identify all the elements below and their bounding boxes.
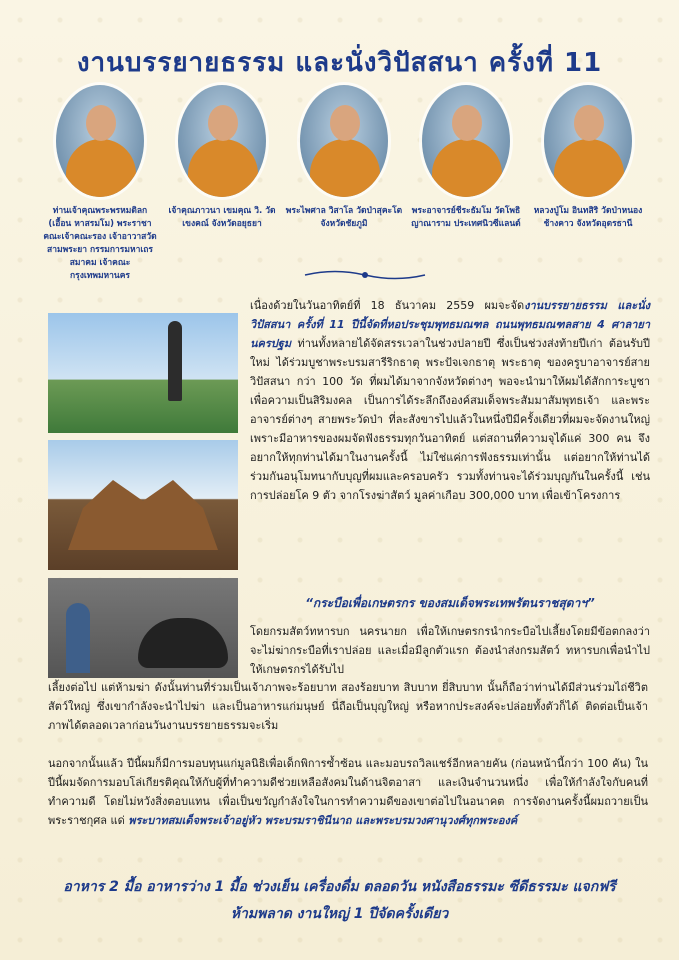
monk-caption: พระไพศาล วิสาโล วัดป่าสุคะโต จังหวัดชัยภูมิ <box>285 206 403 229</box>
monk-card <box>40 85 160 283</box>
monk-portraits <box>40 85 650 290</box>
temple-hall-photo <box>48 440 238 570</box>
intro-lead: เนื่องด้วยในวันอาทิตย์ที่ 18 ธันวาคม 2559 ผมจะจัด <box>250 299 525 312</box>
footer-amenities: อาหาร 2 มื้อ อาหารว่าง 1 มื้อ ช่วงเย็น เครื่องดื่ม ตลอดวัน หนังสือธรรมะ ซีดีธรรมะ แจกฟรี <box>63 879 616 895</box>
buddha-statue-photo <box>48 313 238 433</box>
monk-card <box>284 85 404 231</box>
royal-dedication: พระบาทสมเด็จพระเจ้าอยู่หัว พระบรมราชินีนาถ และพระบรมวงศานุวงศ์ทุกพระองค์ <box>128 814 518 827</box>
monk-card <box>406 85 526 231</box>
monk-card <box>162 85 282 231</box>
footer-tagline: ห้ามพลาด งานใหญ่ 1 ปีจัดครั้งเดียว <box>230 906 449 922</box>
monk-card <box>528 85 648 231</box>
divider-ornament <box>300 268 430 282</box>
buffalo-photo <box>48 578 238 678</box>
monk-portrait <box>544 85 632 197</box>
monk-portrait <box>56 85 144 197</box>
monk-portrait <box>422 85 510 197</box>
monk-portrait <box>178 85 266 197</box>
page-title: งานบรรยายธรรม และนั่งวิปัสสนา ครั้งที่ 11 <box>76 48 603 78</box>
monk-caption: เจ้าคุณภาวนา เขมคุณ วิ. วัดเขงคณ์ จังหวัดอยุธยา <box>168 206 276 229</box>
buffalo-paragraph: โดยกรมสัตว์ทหารบก นครนายก เพื่อให้เกษตรกรนำกระบือไปเลี้ยงโดยมีข้อตกลงว่า จะไม่ฆ่ากระบือที่เราปล่อย และเมื่อมีลูกตัวแรก ต้องนำส่งกรมสัตว์ ทหารบกเพื่อนำไปให้เกษตรกรได้รับไป <box>250 625 650 676</box>
monk-portrait <box>300 85 388 197</box>
donation-text: นอกจากนั้นแล้ว ปีนี้ผมก็มีการมอบทุนแก่มูลนิธิเพื่อเด็กพิการซ้ำซ้อน และมอบรถวิลแชร์อีกหลายคัน (ก่อนหน้านี้กว่า 100 คัน) ในปีนี้ผมจัดการมอบโล่เกียรติคุณให้กับผู้ที่ทำความดีช่วยเหลือสังคมในด้านจิตอาสา และเงินจำนวนหนึ่ง เพื่อให้กำลังใจกับคนที่ทำความดี โดยไม่หวังสิ่งตอบแทน เพื่อเป็นขวัญกำลังใจในการทำความดีของเขาต่อไปในอนาคต การจัดงานครั้งนี้ผมถวายเป็นพระราชกุศล แด่ <box>48 757 648 827</box>
monk-caption: ท่านเจ้าคุณพระพรหมดิลก (เอื้อน หาสรมโม) พระราชาคณะเจ้าคณะรอง เจ้าอาวาสวัดสามพระยา กรรมการมหาเถรสมาคม เจ้าคณะกรุงเทพมหานคร <box>43 206 157 281</box>
monk-caption: หลวงปู่โม อินทสิริ วัดป่าหนองช้างคาว จังหวัดอุดรธานี <box>533 206 643 229</box>
merit-paragraph: เลี้ยงต่อไป แต่ห้ามฆ่า ดังนั้นท่านที่ร่วมเป็นเจ้าภาพจะร้อยบาท สองร้อยบาท สิบบาท ยี่สิบบาท นั้นก็ถือว่าท่านได้มีส่วนร่วมไถ่ชีวิตสัตว์ใหญ่ ซึ่งเขากำลังจะนำไปฆ่า และเป็นอาหารแก่มนุษย์ นี่ถือเป็นบุญใหญ่ หรือหากประสงค์จะปล่อยทั้งตัวก็ได้ ติดต่อเป็นเจ้าภาพได้ตลอดเวลาก่อนวันงานบรรยายธรรมจะเริ่ม <box>48 681 648 732</box>
event-details: งานบรรยายธรรม และนั่งวิปัสสนา ครั้งที่ 11 ปีนี้จัดที่หอประชุมพุทธมณฑล ถนนพุทธมณฑลสาย 4 ศาลายา นครปฐม <box>250 299 650 350</box>
intro-rest: ท่านทั้งหลายได้จัดสรรเวลาในช่วงปลายปี ซึ่งเป็นช่วงส่งท้ายปีเก่า ต้อนรับปีใหม่ ได้ร่วมบูชาพระบรมสารีริกธาตุ พระปัจเจกธาตุ พระธาตุ ของครูบาอาจารย์สายวิปัสสนา กว่า 100 วัด ที่ผมได้มาจากจังหวัดต่างๆ พอจะนำมาให้ผมได้สักการะบูชาเพื่อความเป็นสิริมงคล เป็นการได้ระลึกถึงองค์สมเด็จพระสัมมาสัมพุทธเจ้า และพระอาจารย์ต่างๆ สายพระวัดป่า ที่ละสังขารไปแล้วในหนึ่งปีมีครั้งเดียวที่ผมจะจัดงานใหญ่ เพราะมีอาหารของผมจัดฟังธรรมทุกวันอาทิตย์ แต่สถานที่ความจุได้แค่ 300 คน จึงอยากให้ทุกท่านได้มาในงานครั้งนี้ ไม่ใช่แค่การฟังธรรมเท่านั้น แต่อยากให้ท่านได้ร่วมกันอนุโมทนากับบุญที่ผมและครอบครัว รวมทั้งท่านจะได้ร่วมบุญกันในครั้งนี้ เช่นการปล่อยโค 9 ตัว จากโรงฆ่าสัตว์ มูลค่าเกือบ 300,000 บาท เพื่อเข้าโครงการ <box>250 337 650 502</box>
intro-paragraph <box>250 296 650 505</box>
donation-paragraph <box>48 754 648 830</box>
monk-caption: พระอาจารย์ชีระธัมโม วัดโพธิญาณาราม ประเทศนิวซีแลนด์ <box>411 206 521 229</box>
project-quote: “กระบือเพื่อเกษตรกร ของสมเด็จพระเทพรัตนราชสุดาฯ” <box>305 596 595 610</box>
